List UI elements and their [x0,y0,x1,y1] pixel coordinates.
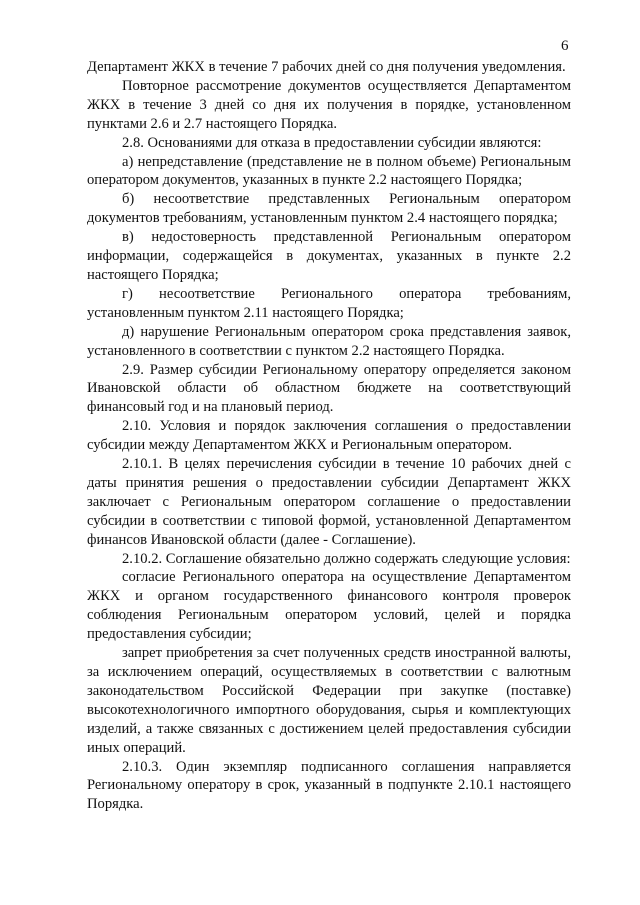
paragraph-2-8-v: в) недостоверность представленной Региональным оператором информации, содержащейся в документах, указанных в пункте 2.2 настоящего Порядка; [87,229,571,283]
document-body [87,58,571,814]
paragraph-2-10-1: 2.10.1. В целях перечисления субсидии в течение 10 рабочих дней с даты принятия решения о предоставлении субсидии Департамент ЖКХ заключает с Региональным оператором соглашение о предоставлении субсидии в соответствии с типовой формой, установленной Департаментом финансов Ивановской области (далее - Соглашение). [87,456,571,548]
paragraph-2-10-2: 2.10.2. Соглашение обязательно должно содержать следующие условия: [122,550,571,567]
paragraph-2-9-subsidy-size: 2.9. Размер субсидии Региональному оператору определяется законом Ивановской области об областном бюджете на соответствующий финансовый год и на плановый период. [87,361,571,416]
paragraph-repeat-review: Повторное рассмотрение документов осуществляется Департаментом ЖКХ в течение 3 дней со дня их получения в порядке, установленном пунктами 2.6 и 2.7 настоящего Порядка. [87,77,571,132]
paragraph-2-10-3: 2.10.3. Один экземпляр подписанного соглашения направляется Региональному оператору в срок, указанный в подпункте 2.10.1 настоящего Порядка. [87,758,571,813]
paragraph-condition-consent: согласие Регионального оператора на осуществление Департаментом ЖКХ и органом государственного финансового контроля проверок соблюдения Региональным оператором условий, целей и порядка предоставления субсидии; [87,569,571,643]
paragraph-2-8-a: а) непредставление (представление не в полном объеме) Региональным оператором документов, указанных в пункте 2.2 настоящего Порядка; [87,153,571,189]
paragraph-2-8-g: г) несоответствие Регионального оператора требованиям, установленным пунктом 2.11 настоящего Порядка; [87,285,571,321]
paragraph-2-8-b: б) несоответствие представленных Региональным оператором документов требованиям, установленным пунктом 2.4 настоящего порядка; [87,191,571,227]
paragraph-2-10-agreement-terms: 2.10. Условия и порядок заключения соглашения о предоставлении субсидии между Департаментом ЖКХ и Региональным оператором. [87,418,571,454]
paragraph-condition-currency-ban: запрет приобретения за счет полученных средств иностранной валюты, за исключением операций, осуществляемых в соответствии с валютным законодательством Российской Федерации при закупке (поставке) высокотехнологичного импортного оборудования, сырья и комплектующих изделий, а также связанных с достижением целей предоставления субсидии иных операций. [87,645,571,756]
paragraph-2-8-refusal-grounds: 2.8. Основаниями для отказа в предоставлении субсидии являются: [122,134,542,151]
paragraph-2-8-d: д) нарушение Региональным оператором срока представления заявок, установленного в соответствии с пунктом 2.2 настоящего Порядка. [87,323,571,359]
page-number: 6 [561,38,569,54]
paragraph-continuation-notice: Департамент ЖКХ в течение 7 рабочих дней со дня получения уведомления. [87,59,566,75]
